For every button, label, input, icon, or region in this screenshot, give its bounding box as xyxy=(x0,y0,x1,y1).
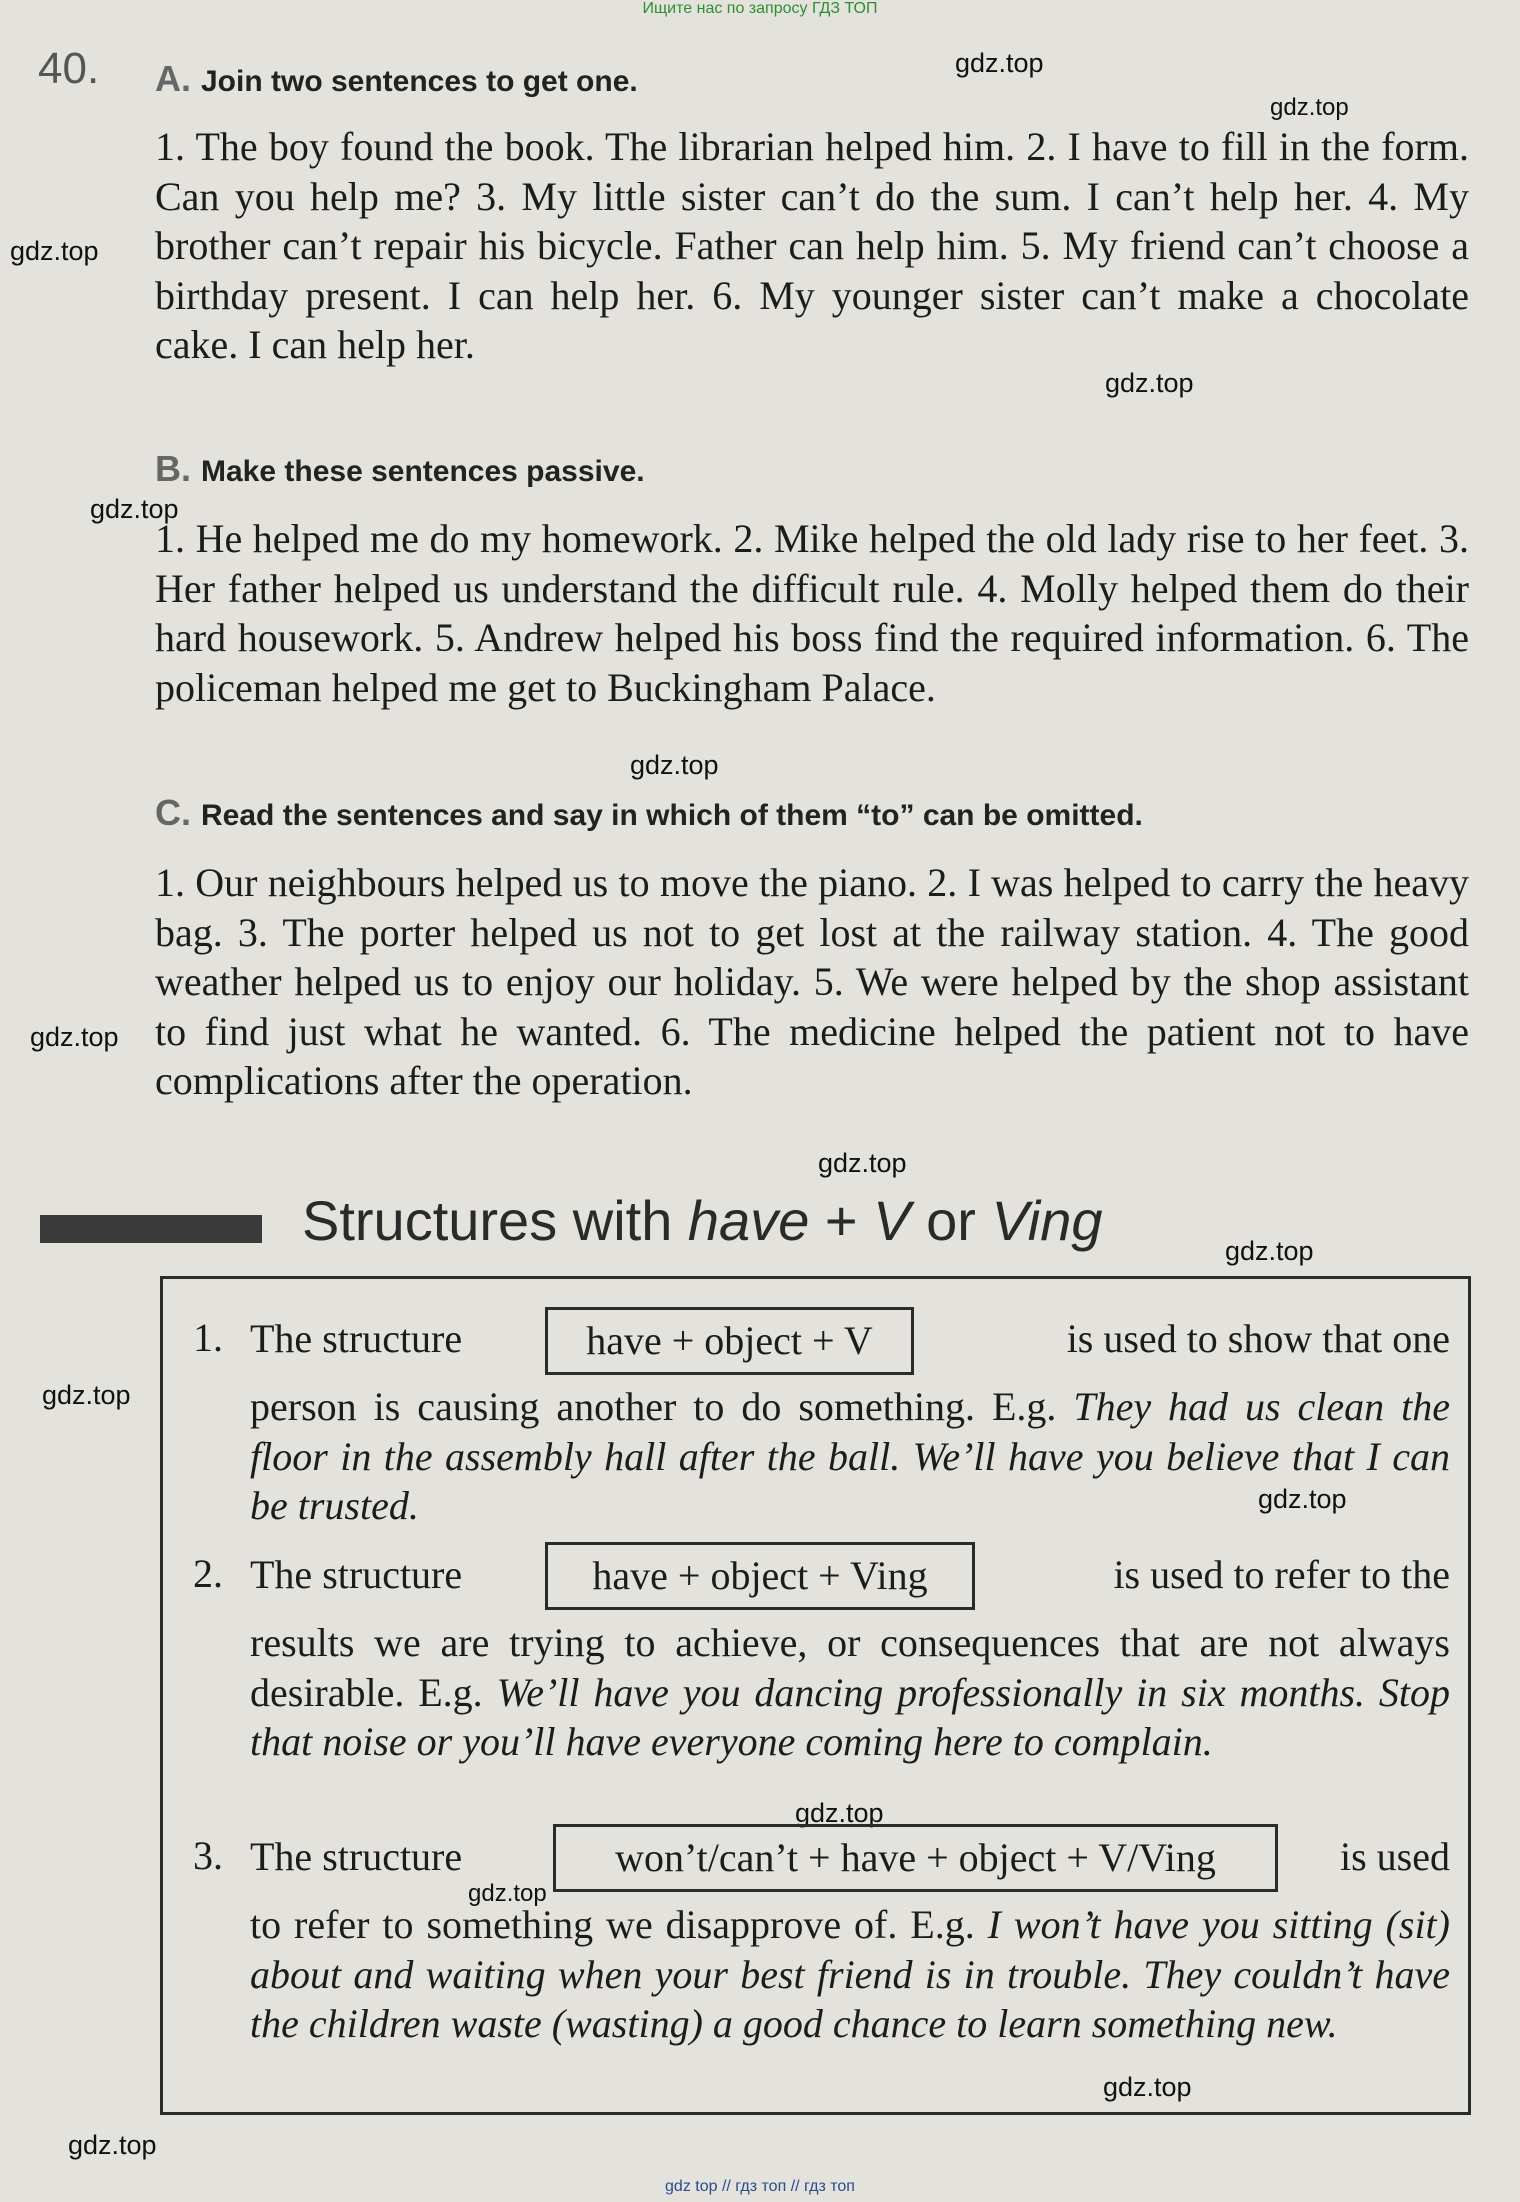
structures-title-part: Structures with xyxy=(302,1189,688,1252)
rule-description: person is causing another to do something. E.g. xyxy=(250,1384,1074,1429)
watermark: gdz.top xyxy=(468,1880,547,1907)
part-b-instruction: Make these sentences passive. xyxy=(201,455,645,488)
rule-number: 3. xyxy=(193,1833,223,1878)
top-banner: Ищите нас по запросу ГДЗ ТОП xyxy=(642,0,878,17)
watermark: gdz.top xyxy=(1105,368,1194,398)
watermark: gdz.top xyxy=(1270,94,1349,121)
watermark: gdz.top xyxy=(10,236,99,266)
rule-description: results we are trying to achieve, or consequences that are not always desirable. E.g. xyxy=(250,1620,1450,1715)
watermark: gdz.top xyxy=(30,1022,119,1052)
watermark: gdz.top xyxy=(42,1380,131,1410)
rule-body xyxy=(250,1618,1450,1767)
part-c-letter: C. xyxy=(155,792,191,833)
rule-intro: The structure xyxy=(250,1316,463,1361)
footer-links: gdz top // гдз топ // гдз топ xyxy=(665,2178,855,2195)
part-c-heading xyxy=(155,792,1475,834)
part-a-letter: A. xyxy=(155,58,191,99)
formula-box: have + object + V xyxy=(545,1307,914,1375)
section-marker-bar xyxy=(40,1215,262,1243)
rule-number: 2. xyxy=(193,1551,223,1596)
exercise-number: 40. xyxy=(38,44,100,93)
rule-intro-end: is used to show that one xyxy=(1066,1316,1450,1361)
watermark: gdz.top xyxy=(1225,1236,1314,1266)
watermark: gdz.top xyxy=(1258,1484,1347,1514)
structures-title-part: have xyxy=(687,1189,810,1252)
rule-body xyxy=(250,1900,1450,2049)
watermark: gdz.top xyxy=(955,48,1044,78)
rule-example: They had us clean the floor in the assembly hall after the ball. We’ll have you believe that I can be trusted. xyxy=(250,1384,1450,1528)
rule-body xyxy=(250,1382,1450,1531)
rule-intro-end: is used xyxy=(1340,1834,1450,1879)
rule-example: We’ll have you dancing professionally in six months. Stop that noise or you’ll have everyone coming here to complain. xyxy=(250,1669,1451,1764)
structures-title-part: or xyxy=(910,1189,992,1252)
rule-description: to refer to something we disapprove of. E.g. xyxy=(250,1902,988,1947)
formula-box: won’t/can’t + have + object + V/Ving xyxy=(553,1824,1278,1892)
rule-intro-end: is used to refer to the xyxy=(1113,1552,1450,1597)
formula-box: have + object + Ving xyxy=(545,1542,975,1610)
structures-title-part: + xyxy=(809,1189,874,1252)
watermark: gdz.top xyxy=(90,494,179,524)
rule-example: I won’t have you sitting (sit) about and waiting when your best friend is in trouble. They couldn’t have the children waste (wasting) a good chance to learn something new. xyxy=(250,1902,1450,2046)
part-a-text: 1. The boy found the book. The librarian helped him. 2. I have to fill in the form. Can you help me? 3. My little sister can’t do the sum. I can’t help her. 4. My brother can’t repair his bicycle. Father can help him. 5. My friend can’t choose a birthday present. I can help her. 6. My younger sister can’t make a chocolate cake. I can help her. xyxy=(155,124,1469,367)
watermark: gdz.top xyxy=(818,1148,907,1178)
structures-title xyxy=(302,1188,1103,1253)
watermark: gdz.top xyxy=(68,2130,157,2160)
rule-intro: The structure xyxy=(250,1834,463,1879)
part-a-heading xyxy=(155,58,1475,100)
part-a-instruction: Join two sentences to get one. xyxy=(201,65,638,98)
part-b-letter: B. xyxy=(155,448,191,489)
part-b-heading xyxy=(155,448,1475,490)
rule-number: 1. xyxy=(193,1315,223,1360)
rule-intro: The structure xyxy=(250,1552,463,1597)
watermark: gdz.top xyxy=(795,1798,884,1828)
part-b-text: 1. He helped me do my homework. 2. Mike helped the old lady rise to her feet. 3. Her father helped us understand the difficult rule. 4. Molly helped them do their hard housework. 5. Andrew helped his boss find the required information. 6. The policeman helped me get to Buckingham Palace. xyxy=(155,516,1469,710)
structures-title-part: Ving xyxy=(991,1189,1103,1252)
part-c-instruction: Read the sentences and say in which of them “to” can be omitted. xyxy=(201,799,1143,832)
part-c-text: 1. Our neighbours helped us to move the piano. 2. I was helped to carry the heavy bag. 3. The porter helped us not to get lost at the railway station. 4. The good weather helped us to enjoy our holiday. 5. We were helped by the shop assistant to find just what he wanted. 6. The medicine helped the patient not to have complications after the operation. xyxy=(155,860,1469,1103)
structures-title-part: V xyxy=(873,1189,911,1252)
watermark: gdz.top xyxy=(630,750,719,780)
watermark: gdz.top xyxy=(1103,2072,1192,2102)
